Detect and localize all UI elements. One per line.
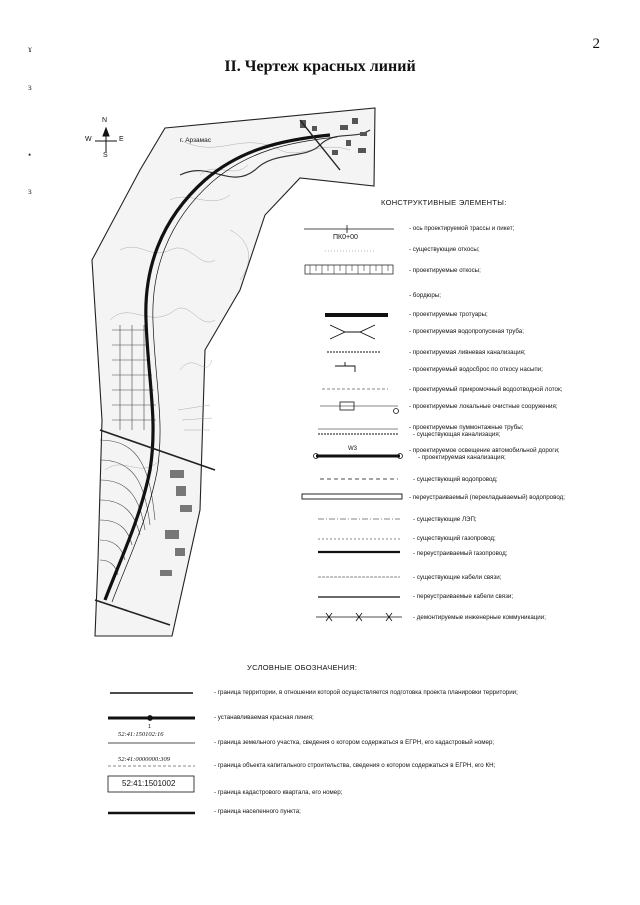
constructive-heading: КОНСТРУКТИВНЫЕ ЭЛЕМЕНТЫ: xyxy=(381,198,507,207)
legend-item: - ось проектируемой трассы и пикет; xyxy=(409,225,515,232)
legend-item: - проектируемая канализация; xyxy=(418,454,506,461)
conventional-item: - граница земельного участка, сведения о котором содержаться в ЕГРН, его кадастровый номер; xyxy=(214,739,495,746)
page-title: II. Чертеж красных линий xyxy=(224,58,416,75)
legend-item: - существующий газопровод; xyxy=(413,535,496,542)
parcel-sample: 52:41:150102:16 xyxy=(118,731,164,738)
legend-item: - существующие откосы; xyxy=(409,246,480,253)
legend-item: - проектируемое освещение автомобильной дороги; xyxy=(409,447,560,454)
legend-item: - существующий водопровод; xyxy=(413,476,498,483)
legend-item: - переустраиваемые кабели связи; xyxy=(413,593,514,600)
conventional-item: - граница объекта капитального строительства, сведения о котором содержаться в ЕГРН, его КН; xyxy=(214,762,496,769)
legend-item: - проектируемая ливневая канализация; xyxy=(409,349,526,356)
object-sample: 52:41:0000000:309 xyxy=(118,756,170,763)
margin-mark: ɤ xyxy=(28,44,32,54)
legend-item: - существующие кабели связи; xyxy=(413,574,502,581)
page-number: 2 xyxy=(592,36,600,52)
legend-item: - переустраиваемый газопровод; xyxy=(413,550,508,557)
legend-item: - существующие ЛЭП; xyxy=(413,516,477,523)
pk-label: ПК0+00 xyxy=(333,234,358,241)
compass-west-label: W xyxy=(85,136,92,143)
legend-item: - проектируемые тротуары; xyxy=(409,311,488,318)
margin-mark: ɜ xyxy=(28,82,32,92)
conventional-item: - граница территории, в отношении которой осуществляется подготовка проекта планировки территории; xyxy=(214,689,518,696)
compass-south-label: S xyxy=(103,152,108,159)
compass-east-label: E xyxy=(119,136,124,143)
conventional-item: - граница кадастрового квартала, его номер; xyxy=(214,789,343,796)
legend-item: - проектируемые откосы; xyxy=(409,267,481,274)
compass-north-label: N xyxy=(102,117,108,124)
legend-item: - демонтируемые инженерные коммуникации; xyxy=(413,614,546,621)
margin-mark: ɜ xyxy=(28,186,32,196)
town-label: г. Арзамас xyxy=(180,137,211,144)
point-label: 1 xyxy=(148,724,152,730)
legend-item: - проектируемый прикромочный водоотводной лоток; xyxy=(409,386,563,393)
ws-label: W3 xyxy=(348,446,357,452)
conventional-item: - граница населенного пункта; xyxy=(214,808,301,815)
legend-item: - проектируемый водосброс по откосу насыпи; xyxy=(409,366,543,373)
legend-item: - проектируемые пуммонтажные трубы; xyxy=(409,424,524,431)
quarter-sample: 52:41:1501002 xyxy=(122,779,176,788)
legend-item: - существующая канализация; xyxy=(413,431,501,438)
legend-item: - проектируемая водопропускная труба; xyxy=(409,328,524,335)
legend-item: - проектируемые локальные очистные сооружения; xyxy=(409,403,558,410)
legend-item: - бордюры; xyxy=(409,292,441,299)
conventional-item: - устанавливаемая красная линия; xyxy=(214,714,314,721)
margin-mark: • xyxy=(28,150,32,160)
conventional-heading: УСЛОВНЫЕ ОБОЗНАЧЕНИЯ: xyxy=(247,663,358,672)
legend-item: - переустраиваемый (перекладываемый) водопровод; xyxy=(409,494,565,501)
